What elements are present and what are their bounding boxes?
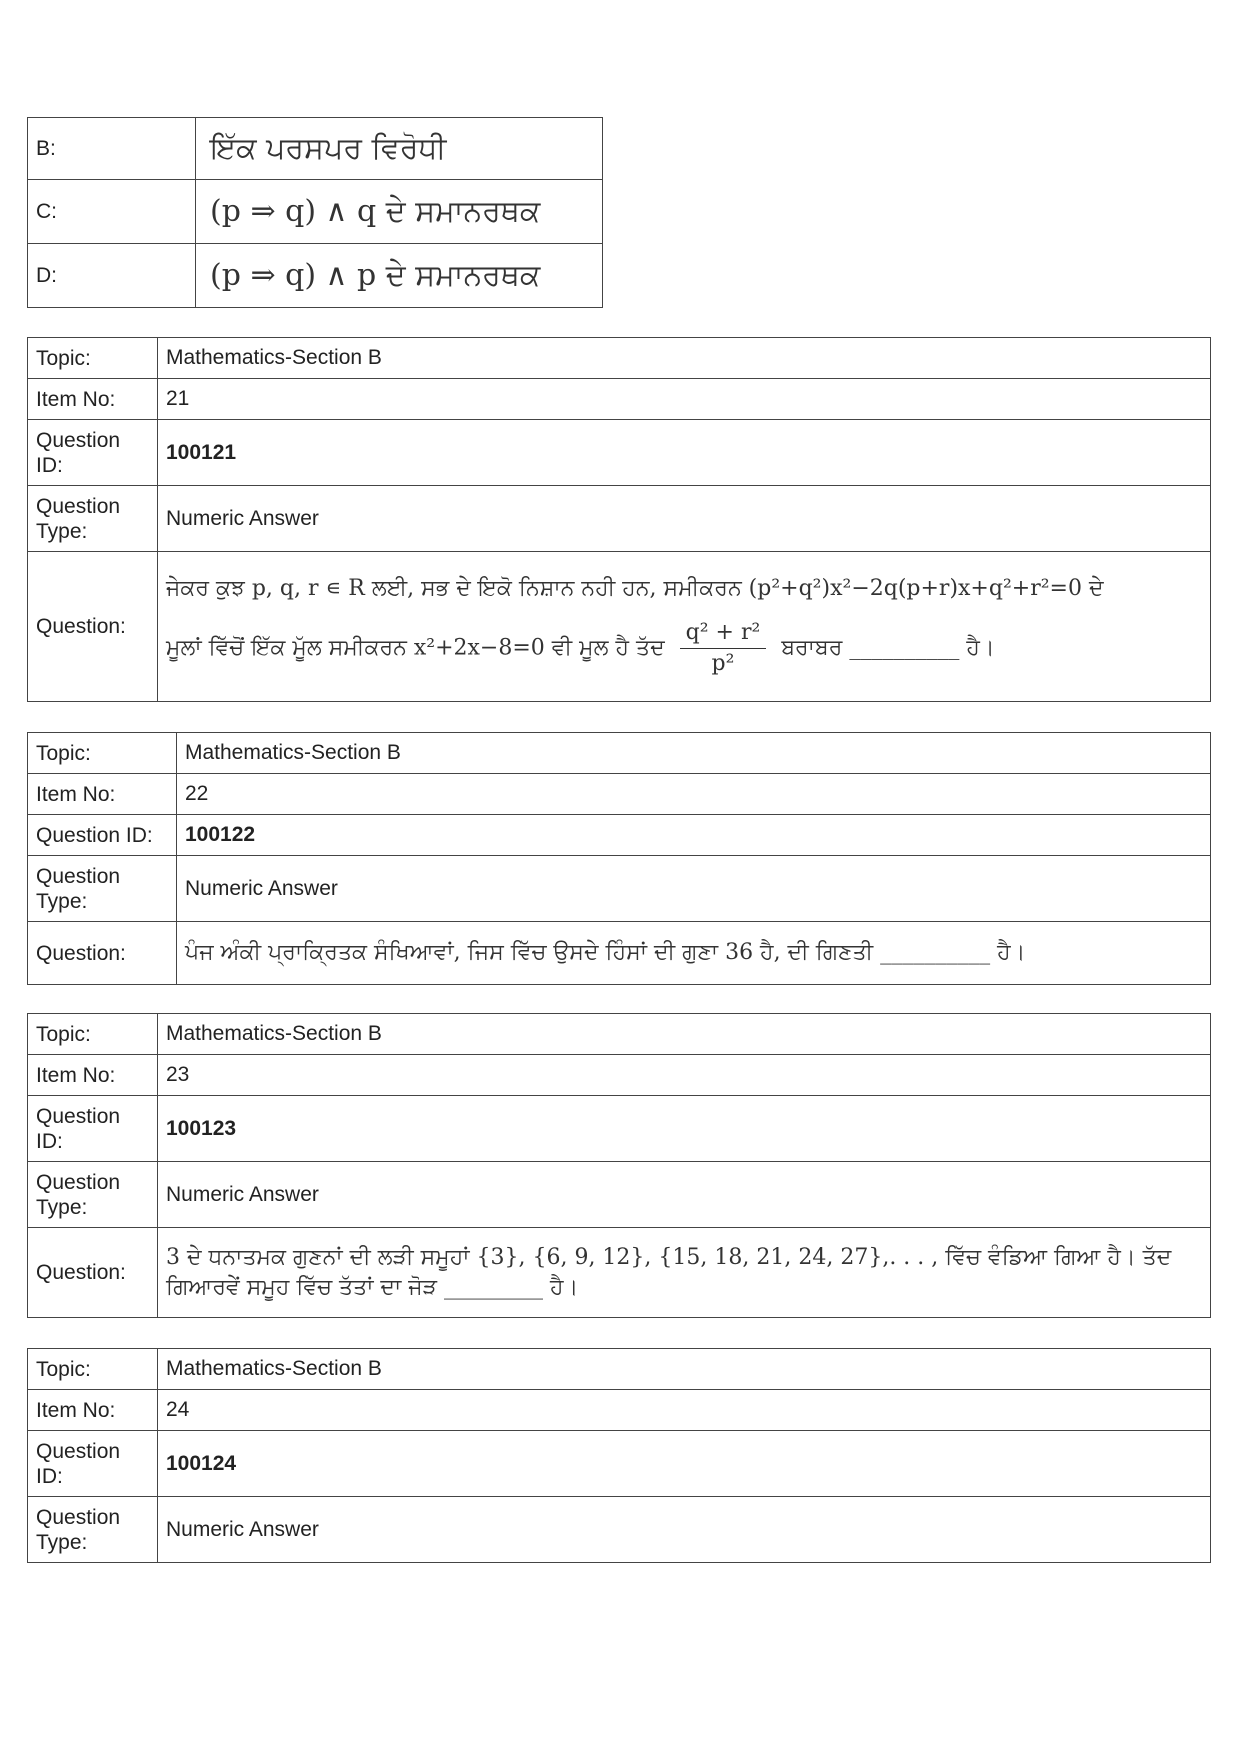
topic-label: Topic:: [28, 1014, 158, 1055]
topic-value: Mathematics-Section B: [158, 338, 1211, 379]
option-row-d: [28, 244, 603, 308]
question-row: [28, 922, 1211, 985]
options-table: [27, 117, 603, 308]
question-type-value: Numeric Answer: [158, 1497, 1211, 1563]
item-no-label: Item No:: [28, 1055, 158, 1096]
question-type-label: Question Type:: [28, 486, 158, 552]
question-id-row: [28, 1096, 1211, 1162]
question-table-24: [27, 1348, 1211, 1563]
question-label: Question:: [28, 1228, 158, 1318]
question-table-23: [27, 1013, 1211, 1318]
question-type-value: Numeric Answer: [158, 1162, 1211, 1228]
question-text: [158, 1228, 1211, 1318]
option-label: C:: [28, 180, 196, 244]
question-id-label: Question ID:: [28, 1431, 158, 1497]
topic-row: [28, 733, 1211, 774]
topic-label: Topic:: [28, 338, 158, 379]
option-row-c: [28, 180, 603, 244]
question-id-label: Question ID:: [28, 815, 177, 856]
question-id-row: [28, 815, 1211, 856]
topic-value: Mathematics-Section B: [158, 1349, 1211, 1390]
option-text: (p ⇒ q) ∧ p ਦੇ ਸਮਾਨਰਥਕ: [196, 244, 603, 308]
topic-label: Topic:: [28, 733, 177, 774]
topic-value: Mathematics-Section B: [158, 1014, 1211, 1055]
question-line-2: [166, 618, 1202, 679]
question-row: [28, 1228, 1211, 1318]
question-id-label: Question ID:: [28, 1096, 158, 1162]
question-id-value: 100122: [177, 815, 1211, 856]
item-no-row: [28, 774, 1211, 815]
question-id-value: 100121: [158, 420, 1211, 486]
question-row: [28, 552, 1211, 702]
question-type-value: Numeric Answer: [158, 486, 1211, 552]
topic-value: Mathematics-Section B: [177, 733, 1211, 774]
topic-row: [28, 1014, 1211, 1055]
fraction: [680, 618, 767, 679]
question-line-2-end: ਬਰਾਬਰ __________ ਹੈ।: [781, 635, 995, 661]
question-label: Question:: [28, 552, 158, 702]
question-type-row: [28, 1497, 1211, 1563]
topic-label: Topic:: [28, 1349, 158, 1390]
item-no-row: [28, 379, 1211, 420]
option-label: D:: [28, 244, 196, 308]
question-text: ਪੰਜ ਅੰਕੀ ਪ੍ਰਾਕ੍ਰਿਤਕ ਸੰਖਿਆਵਾਂ, ਜਿਸ ਵਿੱਚ ਉਸਦੇ ਹਿੰਸਾਂ ਦੀ ਗੁਣਾ 36 ਹੈ, ਦੀ ਗਿਣਤੀ __________ ਹੈ।: [177, 922, 1211, 985]
question-type-row: [28, 486, 1211, 552]
question-type-label: Question Type:: [28, 856, 177, 922]
question-label: Question:: [28, 922, 177, 985]
item-no-value: 23: [158, 1055, 1211, 1096]
question-table-22: [27, 732, 1211, 985]
question-type-row: [28, 1162, 1211, 1228]
item-no-row: [28, 1055, 1211, 1096]
item-no-label: Item No:: [28, 1390, 158, 1431]
question-text: [158, 552, 1211, 702]
item-no-label: Item No:: [28, 774, 177, 815]
question-type-value: Numeric Answer: [177, 856, 1211, 922]
question-table-21: [27, 337, 1211, 702]
option-row-b: [28, 118, 603, 180]
question-line-2-start: ਮੂਲਾਂ ਵਿੱਚੋਂ ਇੱਕ ਮੂੱਲ ਸਮੀਕਰਨ x²+2x−8=0 ਵੀ ਮੂਲ ਹੈ ਤੱਦ: [166, 635, 665, 661]
question-type-label: Question Type:: [28, 1497, 158, 1563]
item-no-value: 24: [158, 1390, 1211, 1431]
item-no-value: 22: [177, 774, 1211, 815]
question-id-row: [28, 420, 1211, 486]
fraction-denominator: p²: [711, 651, 735, 676]
question-line-1: ਜੇਕਰ ਕੁਝ p, q, r ∊ R ਲਈ, ਸਭ ਦੇ ਇਕੋ ਨਿਸ਼ਾਨ ਨਹੀ ਹਨ, ਸਮੀਕਰਨ (p²+q²)x²−2q(p+r)x+q²+r²=0 ਦੇ: [166, 576, 1104, 601]
option-label: B:: [28, 118, 196, 180]
question-type-label: Question Type:: [28, 1162, 158, 1228]
question-id-label: Question ID:: [28, 420, 158, 486]
question-type-row: [28, 856, 1211, 922]
question-id-value: 100123: [158, 1096, 1211, 1162]
question-id-row: [28, 1431, 1211, 1497]
question-id-value: 100124: [158, 1431, 1211, 1497]
option-text: (p ⇒ q) ∧ q ਦੇ ਸਮਾਨਰਥਕ: [196, 180, 603, 244]
question-line-1: 3 ਦੇ ਧਨਾਤਮਕ ਗੁਣਨਾਂ ਦੀ ਲੜੀ ਸਮੂਹਾਂ {3}, {6, 9, 12}, {15, 18, 21, 24, 27},. . . , ਵਿੱਚ ਵੰਡਿਆ ਗਿਆ ਹੈ। ਤੱਦ: [166, 1244, 1172, 1270]
topic-row: [28, 1349, 1211, 1390]
item-no-value: 21: [158, 379, 1211, 420]
topic-row: [28, 338, 1211, 379]
item-no-row: [28, 1390, 1211, 1431]
item-no-label: Item No:: [28, 379, 158, 420]
option-text: ਇੱਕ ਪਰਸਪਰ ਵਿਰੋਧੀ: [196, 118, 603, 180]
fraction-numerator: q² + r²: [680, 618, 767, 649]
question-line-2: ਗਿਆਰਵੇਂ ਸਮੂਹ ਵਿੱਚ ਤੱਤਾਂ ਦਾ ਜੋੜ _________ ਹੈ।: [166, 1274, 579, 1300]
